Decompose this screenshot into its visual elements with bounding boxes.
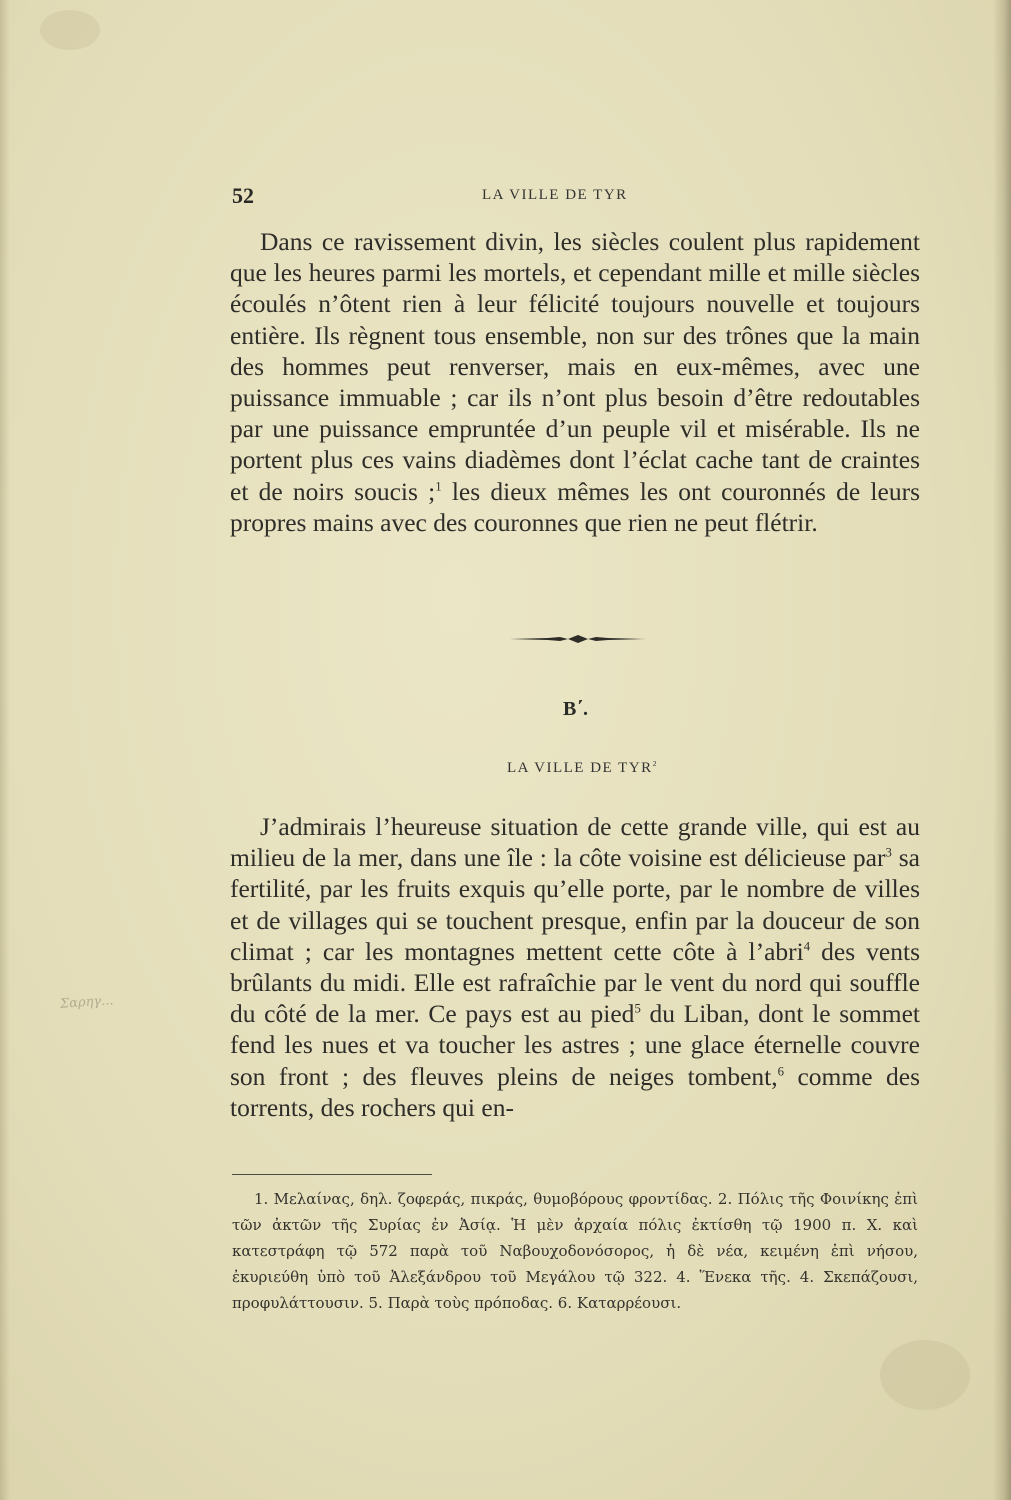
footnote-ref-3: 3	[885, 845, 892, 860]
paragraph-2-seg-3: des vents brûlants du midi. Elle est rafraîchie par le vent du nord qui souffle du côté de la mer. Ce pays est au pied	[230, 936, 920, 1029]
paper-stain	[40, 10, 100, 50]
paragraph-2-seg-5: comme des torrents, des rochers qui en-	[230, 1061, 920, 1122]
paragraph-2-seg-4: du Liban, dont le sommet fend les nues et va toucher les astres ; une glace éternelle couvre son front ; des fleuves pleins de neiges tombent,	[230, 999, 920, 1091]
page-left-edge	[0, 0, 10, 1500]
section-letter: B΄.	[563, 698, 588, 720]
section-title	[507, 760, 658, 777]
section-divider-ornament	[508, 632, 648, 646]
paragraph-2-seg-2: sa fertilité, par les fruits exquis qu’elle porte, par le nombre de villes et de villages qui se touchent presque, enfin par la douceur de son climat ; car les montagnes mettent cette côte à l’abri	[230, 843, 920, 966]
footnotes	[232, 1186, 918, 1316]
page-header	[232, 183, 918, 213]
footnote-ref-2: 2	[652, 759, 658, 768]
paragraph-1-text: Dans ce ravissement divin, les siècles coulent plus rapidement que les heures parmi les mortels, et cependant mille et mille siècles écoulés n’ôtent rien à leur félicité toujours nouvelle et toujours entière. Ils règnent tous ensemble, non sur des trônes que la main des hommes peut renverser, mais en eux-mêmes, avec une puissance immuable ; car ils n’ont plus besoin d’être redoutables par une puissance empruntée d’un peuple vil et misérable. Ils ne portent plus ces vains diadèmes dont l’éclat cache tant de craintes et de noirs soucis ;	[230, 227, 920, 506]
footnote-ref-5: 5	[634, 1001, 641, 1016]
paper-stain	[880, 1340, 970, 1410]
page-number: 52	[232, 183, 254, 208]
footnote-ref-6: 6	[777, 1064, 784, 1079]
footnote-ref-1: 1	[435, 479, 442, 494]
paragraph-2	[230, 811, 920, 1123]
footnotes-text: 1. Μελαίνας, δηλ. ζοφεράς, πικράς, θυμοβόρους φροντίδας. 2. Πόλις τῆς Φοινίκης ἐπὶ τῶν ἀκτῶν τῆς Συρίας ἐν Ἀσίᾳ. Ἡ μὲν ἀρχαία πόλις ἐκτίσθη τῷ 1900 π. Χ. καὶ κατεστράφη τῷ 572 παρὰ τοῦ Ναβουχοδονόσορος, ἡ δὲ νέα, κειμένη ἐπὶ νήσου, ἐκυριεύθη ὑπὸ τοῦ Ἀλεξάνδρου τοῦ Μεγάλου τῷ 322. 4. Ἕνεκα τῆς. 4. Σκεπάζουσι, προφυλάττουσιν. 5. Παρὰ τοὺς πρόποδας. 6. Καταρρέουσι.	[232, 1190, 918, 1312]
page-right-edge	[993, 0, 1011, 1500]
footnote-separator	[232, 1174, 432, 1175]
paragraph-1-text-end: les dieux mêmes les ont couronnés de leurs propres mains avec des couronnes que rien ne peut flétrir.	[230, 476, 921, 537]
section-title-text: LA VILLE DE TYR	[507, 760, 653, 776]
paragraph-2-seg-1: J’admirais l’heureuse situation de cette grande ville, qui est au milieu de la mer, dans une île : la côte voisine est délicieuse par	[230, 812, 920, 873]
footnote-ref-4: 4	[803, 939, 811, 954]
margin-pencil-note: Σαρηγ...	[59, 993, 115, 1012]
paragraph-1	[230, 226, 920, 538]
running-head: LA VILLE DE TYR	[482, 187, 628, 203]
